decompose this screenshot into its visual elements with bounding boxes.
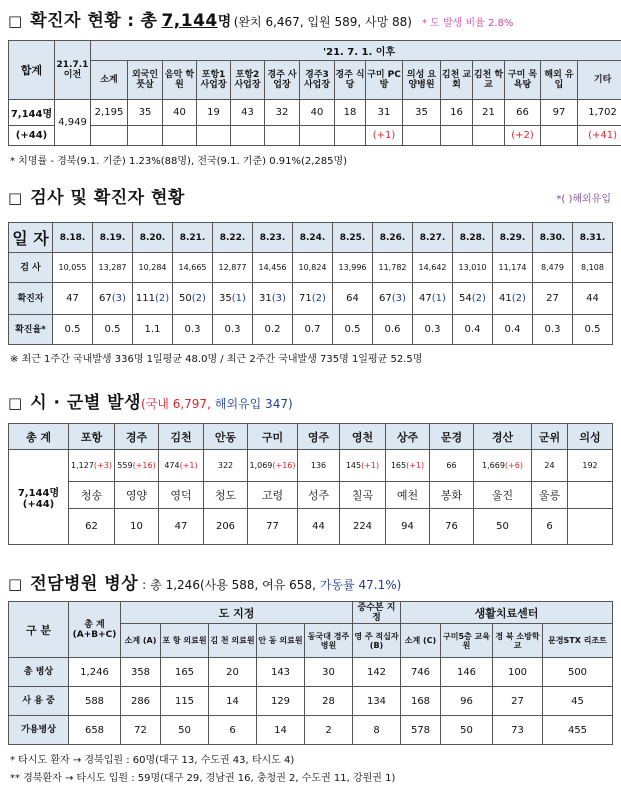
region-name: 고령 [248, 482, 298, 509]
cluster-value: 35 [403, 99, 441, 125]
confirmed-cell [493, 283, 533, 315]
cluster-value: 1,702 [578, 99, 621, 125]
confirmed-count: 44 [586, 293, 599, 304]
rate-cell: 0.3 [173, 315, 213, 345]
total-prefix: 총 [140, 11, 158, 31]
column-header: 소계 [91, 61, 128, 99]
checkbox-icon: □ [8, 12, 23, 30]
region-total-increase: (+44) [22, 499, 55, 510]
bed-value: 14 [257, 716, 305, 745]
region-total-value: 7,144명 [17, 488, 60, 499]
confirmed-count: 27 [546, 293, 559, 304]
imported-count: (3) [111, 293, 126, 304]
region-name: 의성 [568, 424, 613, 450]
utilization-rate: 가동률 47.1%) [319, 578, 402, 592]
region-name: 포항 [69, 424, 115, 450]
bed-subheader: 소계 (A) [121, 624, 161, 658]
imported-count: (1) [431, 293, 446, 304]
region-value-cell [340, 450, 386, 482]
bed-subheader: 안 동 의료원 [257, 624, 305, 658]
bed-subheader: 경 북 소방학교 [493, 624, 543, 658]
confirmed-count: 64 [346, 293, 359, 304]
cluster-increase: (+41) [578, 125, 621, 145]
imported-note: *( )해외유입 [556, 194, 611, 205]
bed-value: 96 [441, 687, 493, 716]
bed-summary: 총 1,246(사용 588, 여유 658, [150, 578, 316, 592]
cluster-increase [403, 125, 441, 145]
confirmed-cell [413, 283, 453, 315]
section4-heading: 전담병원 병상 [30, 574, 139, 594]
region-value: 1,127 [71, 461, 94, 470]
cluster-increase [197, 125, 231, 145]
region-value: 47 [159, 509, 204, 545]
region-value: 192 [582, 461, 598, 470]
bed-row-label: 총 병상 [9, 658, 69, 687]
bed-value: 2 [305, 716, 353, 745]
column-header: 경주 사업장 [265, 61, 300, 99]
header-rate: 확진율* [9, 315, 53, 345]
confirmed-cell [573, 283, 613, 315]
bed-row-label: 가용병상 [9, 716, 69, 745]
cluster-value: 40 [163, 99, 197, 125]
region-name: 울진 [474, 482, 532, 509]
region-value: 145 [345, 461, 362, 470]
bed-value: 146 [441, 658, 493, 687]
bed-subheader: 소계 (C) [401, 624, 441, 658]
confirmed-count: 35 [219, 293, 232, 304]
header-central: 중수본 지 정 [353, 602, 401, 624]
region-name: 군위 [532, 424, 568, 450]
column-header: 김천 학교 [473, 61, 505, 99]
confirmed-count: 71 [299, 293, 312, 304]
region-increase: (+3) [93, 461, 112, 470]
tests-cell: 8,479 [533, 253, 573, 283]
date-cell: 8.21. [173, 223, 213, 253]
header-designated: 도 지정 [121, 602, 353, 624]
rate-cell: 0.4 [493, 315, 533, 345]
column-header: 경주3 사업장 [300, 61, 335, 99]
section2-heading: 검사 및 확진자 현황 [30, 188, 185, 208]
imported-count: (2) [511, 293, 526, 304]
bed-value: 28 [305, 687, 353, 716]
header-center: 생활치료센터 [401, 602, 613, 624]
region-value-cell [248, 450, 298, 482]
cluster-increase: (+1) [366, 125, 403, 145]
region-name: 청도 [204, 482, 248, 509]
confirmed-table [8, 40, 621, 146]
empty-cell [568, 509, 613, 545]
region-value: 1,669 [482, 461, 505, 470]
header-region-total: 총 계 [9, 424, 69, 450]
imported-count: (1) [231, 293, 246, 304]
region-value-cell [386, 450, 430, 482]
region-value-cell [159, 450, 204, 482]
tests-cell: 14,456 [253, 253, 293, 283]
confirmed-cell [133, 283, 173, 315]
bed-subheader: 포 항 의료원 [161, 624, 209, 658]
tests-cell: 14,642 [413, 253, 453, 283]
date-cell: 8.24. [293, 223, 333, 253]
column-header: 의성 요양병원 [403, 61, 441, 99]
cluster-increase: (+2) [505, 125, 541, 145]
confirmed-count: 67 [99, 293, 112, 304]
date-cell: 8.30. [533, 223, 573, 253]
total-unit: 명 [217, 14, 232, 30]
region-increase: (+6) [504, 461, 523, 470]
footnote-incoming: * 타시도 환자 → 경북입원 : 60명(대구 13, 수도권 43, 타시도 4) [10, 755, 295, 766]
region-increase: (+16) [132, 461, 156, 470]
rate-cell: 0.7 [293, 315, 333, 345]
tests-cell: 13,287 [93, 253, 133, 283]
rate-cell: 0.3 [413, 315, 453, 345]
region-value: 1,069 [249, 461, 273, 470]
domestic-count: (국내 6,797, [141, 397, 211, 411]
confirmed-cell [213, 283, 253, 315]
bed-value: 168 [401, 687, 441, 716]
confirmed-cell [453, 283, 493, 315]
cluster-value: 97 [541, 99, 578, 125]
date-cell: 8.25. [333, 223, 373, 253]
cluster-value: 16 [441, 99, 473, 125]
header-date: 일 자 [9, 223, 53, 253]
fatality-note: * 치명률 - 경북(9.1. 기준) 1.23%(88명), 전국(9.1. 기준) 0.91%(2,285명) [10, 156, 348, 167]
rate-cell: 0.5 [573, 315, 613, 345]
section2-title [8, 183, 185, 208]
region-name: 구미 [248, 424, 298, 450]
header-grand-total: 총 계 (A+B+C) [69, 602, 121, 658]
bed-subheader: 문경STX 리조트 [543, 624, 613, 658]
region-value: 76 [430, 509, 474, 545]
rate-cell: 0.3 [533, 315, 573, 345]
date-cell: 8.23. [253, 223, 293, 253]
region-name: 영덕 [159, 482, 204, 509]
region-name: 봉화 [430, 482, 474, 509]
total-value: 7,144명 [9, 99, 55, 125]
cluster-increase [231, 125, 265, 145]
region-value: 94 [386, 509, 430, 545]
header-since: '21. 7. 1. 이후 [91, 41, 621, 61]
region-value-cell [69, 450, 115, 482]
region-increase: (+1) [361, 461, 380, 470]
tests-cell: 11,174 [493, 253, 533, 283]
confirmed-count: 47 [419, 293, 432, 304]
before-value: 4,949 [55, 99, 91, 145]
cluster-increase [91, 125, 128, 145]
column-header: 외국인 풋살 [128, 61, 163, 99]
region-increase: (+1) [179, 461, 198, 470]
colon: : [142, 578, 147, 592]
region-name: 영주 [298, 424, 340, 450]
date-cell: 8.20. [133, 223, 173, 253]
imported-count: (2) [191, 293, 206, 304]
bed-value: 165 [161, 658, 209, 687]
region-value: 559 [117, 461, 133, 470]
confirmed-count: 67 [379, 293, 392, 304]
total-breakdown: (완치 6,467, 입원 589, 사망 88) [233, 15, 412, 29]
bed-subheader: 동국대 경주병원 [305, 624, 353, 658]
region-table [8, 423, 613, 545]
bed-value: 588 [69, 687, 121, 716]
imported-count: (2) [311, 293, 326, 304]
bed-value: 358 [121, 658, 161, 687]
bed-value: 578 [401, 716, 441, 745]
tests-cell: 11,782 [373, 253, 413, 283]
date-cell: 8.26. [373, 223, 413, 253]
cluster-value: 40 [300, 99, 335, 125]
bed-value: 50 [161, 716, 209, 745]
region-value-cell [474, 450, 532, 482]
tests-cell: 10,284 [133, 253, 173, 283]
cluster-value: 32 [265, 99, 300, 125]
region-name: 경산 [474, 424, 532, 450]
region-name: 칠곡 [340, 482, 386, 509]
cluster-value: 19 [197, 99, 231, 125]
empty-cell [568, 482, 613, 509]
region-value-cell [532, 450, 568, 482]
bed-value: 27 [493, 687, 543, 716]
date-cell: 8.31. [573, 223, 613, 253]
region-value-cell [568, 450, 613, 482]
header-tests: 검 사 [9, 253, 53, 283]
confirmed-cell [173, 283, 213, 315]
cluster-increase [300, 125, 335, 145]
region-increase: (+1) [406, 461, 425, 470]
column-header: 기타 [578, 61, 621, 99]
region-total-cell [9, 450, 69, 545]
region-value-cell [430, 450, 474, 482]
cluster-increase [473, 125, 505, 145]
section4-title [8, 569, 401, 594]
cluster-increase [335, 125, 366, 145]
confirmed-cell [93, 283, 133, 315]
section1-heading: 확진자 현황 [30, 11, 122, 31]
total-increase: (+44) [9, 125, 55, 145]
bed-value: 129 [257, 687, 305, 716]
date-cell: 8.29. [493, 223, 533, 253]
column-header: 김천 교회 [441, 61, 473, 99]
confirmed-cell [293, 283, 333, 315]
region-name: 성주 [298, 482, 340, 509]
tests-cell: 10,055 [53, 253, 93, 283]
bed-subheader: 구미5층 교육원 [441, 624, 493, 658]
tests-cell: 10,824 [293, 253, 333, 283]
header-confirmed: 확진자 [9, 283, 53, 315]
cluster-increase [128, 125, 163, 145]
rate-cell: 0.5 [93, 315, 133, 345]
imported-count: (2) [471, 293, 486, 304]
tests-cell: 8,108 [573, 253, 613, 283]
region-name: 경주 [115, 424, 159, 450]
rate-cell: 0.3 [213, 315, 253, 345]
region-value: 474 [164, 461, 180, 470]
cluster-increase [265, 125, 300, 145]
ratio-note: * 도 발생 비율 2.8% [421, 18, 514, 29]
confirmed-cell [373, 283, 413, 315]
column-header: 구미 목욕탕 [505, 61, 541, 99]
test-table [8, 222, 613, 345]
column-header: 경주 식당 [335, 61, 366, 99]
bed-value: 143 [257, 658, 305, 687]
rate-cell: 0.4 [453, 315, 493, 345]
region-value: 62 [69, 509, 115, 545]
cluster-value: 31 [366, 99, 403, 125]
region-value: 206 [204, 509, 248, 545]
bed-value: 134 [353, 687, 401, 716]
imported-count: (3) [391, 293, 406, 304]
cluster-value: 21 [473, 99, 505, 125]
column-header: 구미 PC방 [366, 61, 403, 99]
confirmed-count: 111 [135, 293, 155, 304]
region-name: 김천 [159, 424, 204, 450]
bed-value: 6 [209, 716, 257, 745]
region-value: 10 [115, 509, 159, 545]
bed-value: 100 [493, 658, 543, 687]
region-value: 224 [340, 509, 386, 545]
region-name: 상주 [386, 424, 430, 450]
column-header: 포항1 사업장 [197, 61, 231, 99]
checkbox-icon: □ [8, 394, 23, 412]
bed-value: 72 [121, 716, 161, 745]
confirmed-cell [533, 283, 573, 315]
confirmed-count: 50 [179, 293, 192, 304]
bed-value: 20 [209, 658, 257, 687]
bed-value: 658 [69, 716, 121, 745]
bed-value: 115 [161, 687, 209, 716]
bed-row-label: 사 용 중 [9, 687, 69, 716]
region-value-cell [115, 450, 159, 482]
tests-cell: 12,877 [213, 253, 253, 283]
region-increase: (+16) [272, 461, 296, 470]
confirmed-count: 54 [459, 293, 472, 304]
bed-value: 286 [121, 687, 161, 716]
region-value: 6 [532, 509, 568, 545]
bed-value: 746 [401, 658, 441, 687]
rate-cell: 0.5 [53, 315, 93, 345]
cluster-increase [163, 125, 197, 145]
bed-value: 73 [493, 716, 543, 745]
bed-table [8, 601, 613, 745]
tests-cell: 13,010 [453, 253, 493, 283]
region-name: 영천 [340, 424, 386, 450]
cluster-increase [541, 125, 578, 145]
region-name: 안동 [204, 424, 248, 450]
cluster-value: 2,195 [91, 99, 128, 125]
bed-value: 14 [209, 687, 257, 716]
date-cell: 8.22. [213, 223, 253, 253]
date-cell: 8.19. [93, 223, 133, 253]
imported-count: (3) [271, 293, 286, 304]
bed-value: 500 [543, 658, 613, 687]
region-value: 136 [310, 461, 327, 470]
bed-value: 45 [543, 687, 613, 716]
section3-heading: 시 · 군별 발생 [30, 393, 142, 413]
date-cell: 8.27. [413, 223, 453, 253]
header-total: 합계 [9, 41, 55, 100]
confirmed-cell [253, 283, 293, 315]
bed-value: 455 [543, 716, 613, 745]
region-value: 322 [217, 461, 234, 470]
column-header: 포항2 사업장 [231, 61, 265, 99]
confirmed-cell [333, 283, 373, 315]
section3-title [8, 388, 293, 413]
region-name: 울릉 [532, 482, 568, 509]
bed-value: 142 [353, 658, 401, 687]
bed-value: 8 [353, 716, 401, 745]
tests-cell: 14,665 [173, 253, 213, 283]
colon: : [127, 11, 135, 31]
weekly-note: ※ 최근 1주간 국내발생 336명 1일평균 48.0명 / 최근 2주간 국내발생 735명 1일평균 52.5명 [10, 354, 423, 365]
bed-value: 1,246 [69, 658, 121, 687]
tests-cell: 13,996 [333, 253, 373, 283]
total-count: 7,144 [161, 11, 218, 31]
checkbox-icon: □ [8, 189, 23, 207]
region-value: 50 [474, 509, 532, 545]
cluster-value: 35 [128, 99, 163, 125]
bed-subheader: 김 천 의료원 [209, 624, 257, 658]
rate-cell: 0.5 [333, 315, 373, 345]
header-division: 구 분 [9, 602, 69, 658]
rate-cell: 0.2 [253, 315, 293, 345]
region-name: 영양 [115, 482, 159, 509]
rate-cell: 0.6 [373, 315, 413, 345]
region-name: 청송 [69, 482, 115, 509]
column-header: 해외 유입 [541, 61, 578, 99]
region-value: 24 [544, 461, 555, 470]
region-value: 66 [446, 461, 457, 470]
cluster-value: 43 [231, 99, 265, 125]
cluster-value: 66 [505, 99, 541, 125]
overseas-count: 해외유입 347) [214, 397, 293, 411]
date-cell: 8.28. [453, 223, 493, 253]
bed-value: 30 [305, 658, 353, 687]
footnote-outgoing: ** 경북환자 → 타시도 입원 : 59명(대구 29, 경남권 16, 충청권 2, 수도권 11, 강원권 1) [10, 773, 396, 784]
region-value-cell [298, 450, 340, 482]
region-name: 문경 [430, 424, 474, 450]
section1-title [8, 6, 513, 31]
confirmed-count: 41 [499, 293, 512, 304]
column-header: 음악 학원 [163, 61, 197, 99]
confirmed-count: 47 [66, 293, 79, 304]
bed-value: 50 [441, 716, 493, 745]
rate-cell: 1.1 [133, 315, 173, 345]
region-value-cell [204, 450, 248, 482]
cluster-value: 18 [335, 99, 366, 125]
confirmed-count: 31 [259, 293, 272, 304]
imported-count: (2) [154, 293, 170, 304]
region-value: 77 [248, 509, 298, 545]
bed-subheader: 영 주 적십자(B) [353, 624, 401, 658]
region-value: 165 [390, 461, 407, 470]
confirmed-cell [53, 283, 93, 315]
cluster-increase [441, 125, 473, 145]
region-value: 44 [298, 509, 340, 545]
checkbox-icon: □ [8, 575, 23, 593]
region-name: 예천 [386, 482, 430, 509]
date-cell: 8.18. [53, 223, 93, 253]
header-before: 21.7.1 이전 [55, 41, 91, 100]
